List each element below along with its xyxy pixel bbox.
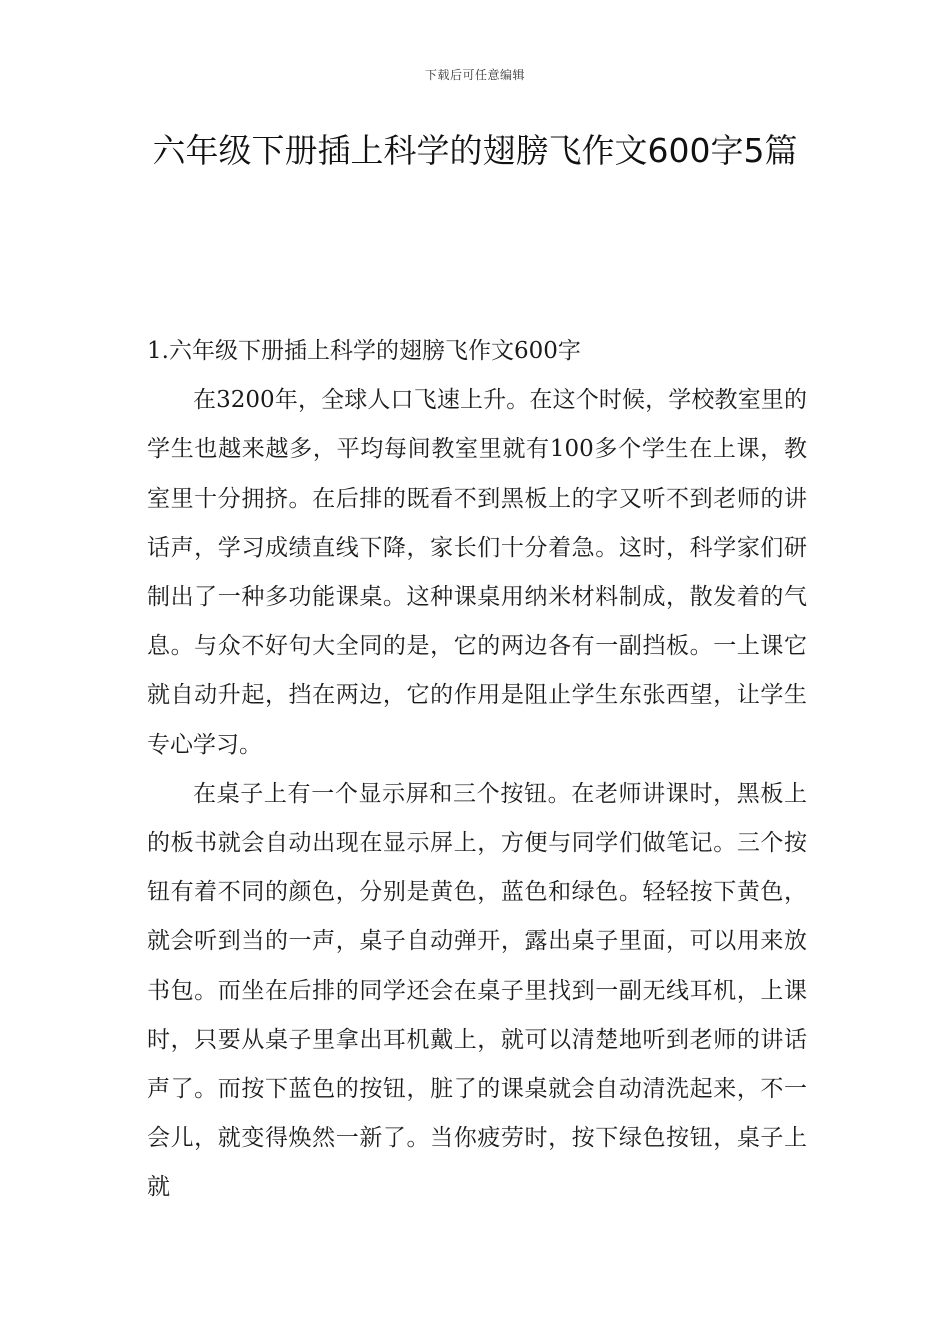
paragraph: 在桌子上有一个显示屏和三个按钮。在老师讲课时，黑板上的板书就会自动出现在显示屏上，方便与同学们做笔记。三个按钮有着不同的颜色，分别是黄色，蓝色和绿色。轻轻按下黄色，就会听到当的一声，桌子自动弹开，露出桌子里面，可以用来放书包。而坐在后排的同学还会在桌子里找到一副无线耳机，上课时，只要从桌子里拿出耳机戴上，就可以清楚地听到老师的讲话声了。而按下蓝色的按钮，脏了的课桌就会自动清洗起来，不一会儿，就变得焕然一新了。当你疲劳时，按下绿色按钮，桌子上就: [147, 780, 807, 1201]
header-note: 下载后可任意编辑: [424, 68, 525, 82]
document-body: [147, 327, 807, 1213]
paragraph: 在3200年，全球人口飞速上升。在这个时候，学校教室里的学生也越来越多，平均每间教室里就有100多个学生在上课，教室里十分拥挤。在后排的既看不到黑板上的字又听不到老师的讲话声，学习成绩直线下降，家长们十分着急。这时，科学家们研制出了一种多功能课桌。这种课桌用纳米材料制成，散发着的气息。与众不好句大全同的是，它的两边各有一副挡板。一上课它就自动升起，挡在两边，它的作用是阻止学生东张西望，让学生专心学习。: [147, 387, 807, 758]
section-heading: 1.六年级下册插上科学的翅膀飞作文600字: [147, 338, 581, 364]
document-title: 六年级下册插上科学的翅膀飞作文600字5篇: [152, 131, 798, 170]
